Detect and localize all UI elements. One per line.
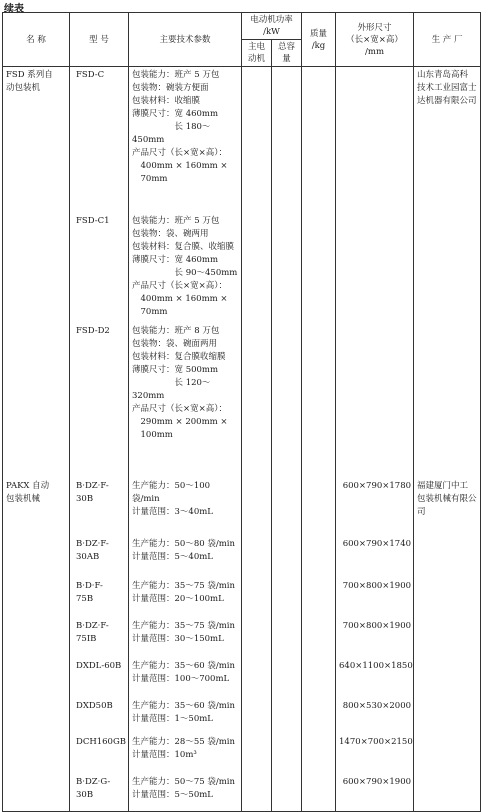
manufacturer — [414, 658, 481, 698]
table-row — [3, 536, 481, 578]
mass — [302, 213, 336, 323]
dimensions: 1470×700×2150 — [336, 734, 414, 774]
product-name — [3, 213, 70, 323]
continued-label: 续表 — [4, 4, 24, 15]
manufacturer — [414, 774, 481, 812]
model-number: B·DZ·G- 30B — [70, 774, 129, 812]
main-motor-power — [242, 734, 272, 774]
header-model: 型 号 — [70, 13, 129, 67]
manufacturer: 山东青岛高科 技术工业园富士 达机器有限公司 — [414, 67, 481, 213]
manufacturer — [414, 698, 481, 734]
total-capacity — [272, 323, 302, 478]
model-number: FSD-C1 — [70, 213, 129, 323]
manufacturer — [414, 536, 481, 578]
tech-params: 生产能力：50～75 袋/min 计量范围：5～50mL — [129, 774, 242, 812]
dimensions: 800×530×2000 — [336, 698, 414, 734]
main-motor-power — [242, 618, 272, 658]
model-number: FSD-C — [70, 67, 129, 213]
mass — [302, 578, 336, 618]
mass — [302, 698, 336, 734]
table-row — [3, 734, 481, 774]
model-number: DXD50B — [70, 698, 129, 734]
total-capacity — [272, 698, 302, 734]
header-mass: 质量 /kg — [302, 13, 336, 67]
model-number: DCH160GB — [70, 734, 129, 774]
tech-params: 包装能力：班产 5 万包 包装物：碗装方便面 包装材料：收缩膜 薄膜尺寸：宽 460mm 长 180～450mm 产品尺寸（长×宽×高）： 400mm × 160mm × 70mm — [129, 67, 242, 213]
spec-table — [2, 12, 481, 812]
tech-params: 生产能力：35～75 袋/min 计量范围：30～150mL — [129, 618, 242, 658]
model-number: DXDL-60B — [70, 658, 129, 698]
model-number: B·DZ·F- 30AB — [70, 536, 129, 578]
manufacturer — [414, 213, 481, 323]
total-capacity — [272, 536, 302, 578]
tech-params: 生产能力：35～75 袋/min 计量范围：20～100mL — [129, 578, 242, 618]
dimensions: 700×800×1900 — [336, 578, 414, 618]
product-name — [3, 618, 70, 658]
header-total-capacity: 总容量 — [272, 40, 302, 67]
table-row — [3, 213, 481, 323]
total-capacity — [272, 774, 302, 812]
header-power: 电动机功率 /kW — [242, 13, 302, 40]
manufacturer — [414, 618, 481, 658]
main-motor-power — [242, 774, 272, 812]
product-name — [3, 734, 70, 774]
mass — [302, 536, 336, 578]
mass — [302, 323, 336, 478]
table-row — [3, 698, 481, 734]
product-name — [3, 658, 70, 698]
manufacturer — [414, 578, 481, 618]
product-name — [3, 323, 70, 478]
table-row — [3, 478, 481, 536]
product-name: PAKX 自动 包装机械 — [3, 478, 70, 536]
product-name — [3, 578, 70, 618]
model-number: B·D·F- 75B — [70, 578, 129, 618]
manufacturer — [414, 323, 481, 478]
mass — [302, 67, 336, 213]
main-motor-power — [242, 698, 272, 734]
dimensions: 640×1100×1850 — [336, 658, 414, 698]
tech-params: 生产能力：28～55 袋/min 计量范围：10m³ — [129, 734, 242, 774]
dimensions — [336, 323, 414, 478]
header-mfr: 生 产 厂 — [414, 13, 481, 67]
main-motor-power — [242, 67, 272, 213]
mass — [302, 478, 336, 536]
product-name — [3, 774, 70, 812]
product-name — [3, 698, 70, 734]
table-row — [3, 658, 481, 698]
header-name: 名 称 — [3, 13, 70, 67]
table-row — [3, 618, 481, 658]
total-capacity — [272, 213, 302, 323]
tech-params: 生产能力：35～60 袋/min 计量范围：1～50mL — [129, 698, 242, 734]
header-dims: 外形尺寸 （长×宽×高） /mm — [336, 13, 414, 67]
total-capacity — [272, 67, 302, 213]
table-row — [3, 323, 481, 478]
table-row — [3, 774, 481, 812]
dimensions: 600×790×1780 — [336, 478, 414, 536]
main-motor-power — [242, 536, 272, 578]
tech-params: 生产能力：50～100 袋/min 计量范围：3～40mL — [129, 478, 242, 536]
mass — [302, 658, 336, 698]
main-motor-power — [242, 478, 272, 536]
manufacturer — [414, 734, 481, 774]
total-capacity — [272, 658, 302, 698]
mass — [302, 618, 336, 658]
header-params: 主要技术参数 — [129, 13, 242, 67]
main-motor-power — [242, 213, 272, 323]
model-number: B·DZ·F- 30B — [70, 478, 129, 536]
product-name — [3, 536, 70, 578]
mass — [302, 774, 336, 812]
model-number: FSD-D2 — [70, 323, 129, 478]
tech-params: 包装能力：班产 5 万包 包装物：袋、碗两用 包装材料：复合膜、收缩膜 薄膜尺寸：宽 460mm 长 90～450mm 产品尺寸（长×宽×高）： 400mm × 160mm × 70mm — [129, 213, 242, 323]
dimensions: 600×790×1740 — [336, 536, 414, 578]
manufacturer: 福建厦门中工 包装机械有限公 司 — [414, 478, 481, 536]
table-row — [3, 67, 481, 213]
dimensions — [336, 213, 414, 323]
dimensions — [336, 67, 414, 213]
model-number: B·DZ·F- 75IB — [70, 618, 129, 658]
mass — [302, 734, 336, 774]
product-name: FSD 系列自 动包装机 — [3, 67, 70, 213]
tech-params: 生产能力：35～60 袋/min 计量范围：100～700mL — [129, 658, 242, 698]
total-capacity — [272, 734, 302, 774]
total-capacity — [272, 578, 302, 618]
total-capacity — [272, 478, 302, 536]
main-motor-power — [242, 323, 272, 478]
dimensions: 600×790×1900 — [336, 774, 414, 812]
dimensions: 700×800×1900 — [336, 618, 414, 658]
main-motor-power — [242, 658, 272, 698]
header-main-motor: 主电 动机 — [242, 40, 272, 67]
main-motor-power — [242, 578, 272, 618]
table-row — [3, 578, 481, 618]
total-capacity — [272, 618, 302, 658]
tech-params: 包装能力：班产 8 万包 包装物：袋、碗面两用 包装材料：复合膜收缩膜 薄膜尺寸：宽 500mm 长 120～320mm 产品尺寸（长×宽×高）： 290mm × 200mm × 100mm — [129, 323, 242, 478]
tech-params: 生产能力：50～80 袋/min 计量范围：5～40mL — [129, 536, 242, 578]
